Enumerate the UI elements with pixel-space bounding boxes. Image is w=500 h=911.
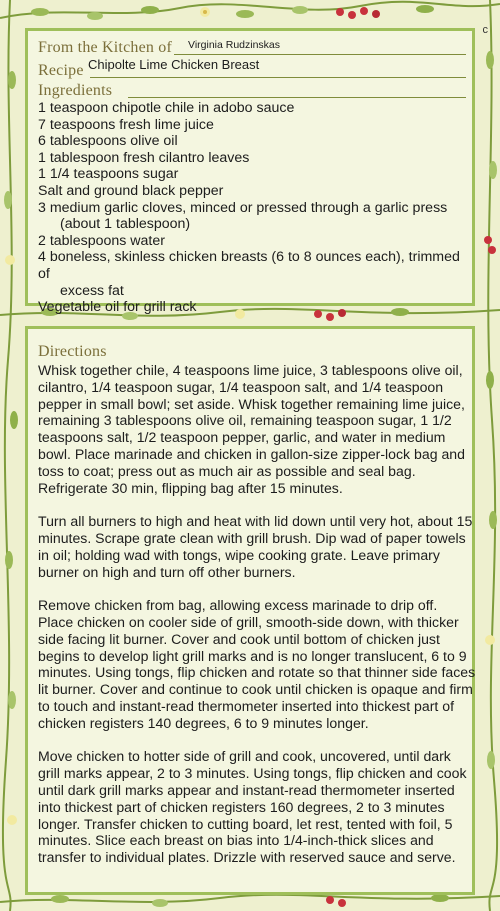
ingredients-label: Ingredients xyxy=(38,82,113,99)
direction-step: Turn all burners to high and heat with lid down until very hot, about 15 minutes. Scrape grate clean with grill brush. Dip wad of paper towels in oil; holding wad with tongs, wipe cooking grate. Leave primary burner on high and turn off other burners. xyxy=(38,513,473,580)
recipe-label: Recipe xyxy=(38,62,84,79)
ingredient-item: 1 tablespoon fresh cilantro leaves xyxy=(38,149,250,166)
ingredient-item: 1 1/4 teaspoons sugar xyxy=(38,166,179,183)
ingredient-item: 4 boneless, skinless chicken breasts (6 to 8 ounces each), trimmed of xyxy=(38,249,460,282)
ingredient-item: 2 tablespoons water xyxy=(38,232,165,249)
from-kitchen-rule xyxy=(174,54,466,55)
recipe-value: Chipolte Lime Chicken Breast xyxy=(88,57,260,72)
recipe-rule xyxy=(90,77,466,78)
ingredient-item: 1 teaspoon chipotle chile in adobo sauce xyxy=(38,100,295,116)
from-kitchen-label: From the Kitchen of xyxy=(38,39,172,56)
ingredient-continuation: (about 1 tablespoon) xyxy=(60,216,191,233)
ingredient-item-continued xyxy=(38,216,468,233)
ingredients-card xyxy=(25,28,475,316)
ingredient-item: 3 medium garlic cloves, minced or pressed through a garlic press xyxy=(38,199,448,216)
directions-label: Directions xyxy=(38,343,107,360)
ingredient-continuation: excess fat xyxy=(60,282,124,299)
direction-step: Move chicken to hotter side of grill and cook, uncovered, until dark grill marks appear, 2 to 3 minutes. Using tongs, flip chicken and cook until dark grill marks appear and instant-read thermometer inserted into thickest part of chicken registers 160 degrees, 2 to 3 minutes longer. Transfer chicken to cutting board, let rest, tented with foil, 5 minutes. Slice each breast on bias into 1/4-inch-thick slices and transfer to individual plates. Drizzle with reserved sauce and serve. xyxy=(38,748,467,866)
ingredient-item: 6 tablespoons olive oil xyxy=(38,133,178,150)
ingredient-item: Salt and ground black pepper xyxy=(38,182,224,199)
ingredient-item: Vegetable oil for grill rack xyxy=(38,299,197,316)
directions-card xyxy=(25,326,475,895)
direction-step: Remove chicken from bag, allowing excess marinade to drip off. Place chicken on cooler side of grill, smooth-side down, with thicker side facing lit burner. Cover and cook until bottom of chicken just begins to develop light grill marks and is no longer translucent, 6 to 9 minutes. Using tongs, flip chicken and rotate so that thinner side faces lit burner. Cover and continue to cook until chicken is opaque and firm to touch and instant-read thermometer inserted into thickest part of chicken registers 140 degrees, 6 to 9 minutes longer. xyxy=(38,597,476,731)
direction-step: Whisk together chile, 4 teaspoons lime juice, 3 tablespoons olive oil, cilantro, 1/4 teaspoon sugar, 1/4 teaspoon salt, and 1/4 teaspoon pepper in small bowl; set aside. Whisk together remaining lime juice, remaining 3 tablespoons olive oil, remaining teaspoon sugar, 1 1/2 teaspoons salt, 1/2 teaspoon pepper, garlic, and water in medium bowl. Place marinade and chicken in gallon-size zipper-lock bag and toss to coat; press out as much air as possible and seal bag. Refrigerate 30 min, flipping bag after 15 minutes. xyxy=(38,362,465,496)
ingredients-rule xyxy=(128,97,466,98)
ingredient-item-continued xyxy=(38,283,468,300)
from-kitchen-value: Virginia Rudzinskas xyxy=(188,39,281,51)
directions-text xyxy=(38,362,476,883)
ingredients-list xyxy=(38,100,468,316)
corner-mark: c xyxy=(482,24,488,36)
ingredient-item: 7 teaspoons fresh lime juice xyxy=(38,116,214,133)
